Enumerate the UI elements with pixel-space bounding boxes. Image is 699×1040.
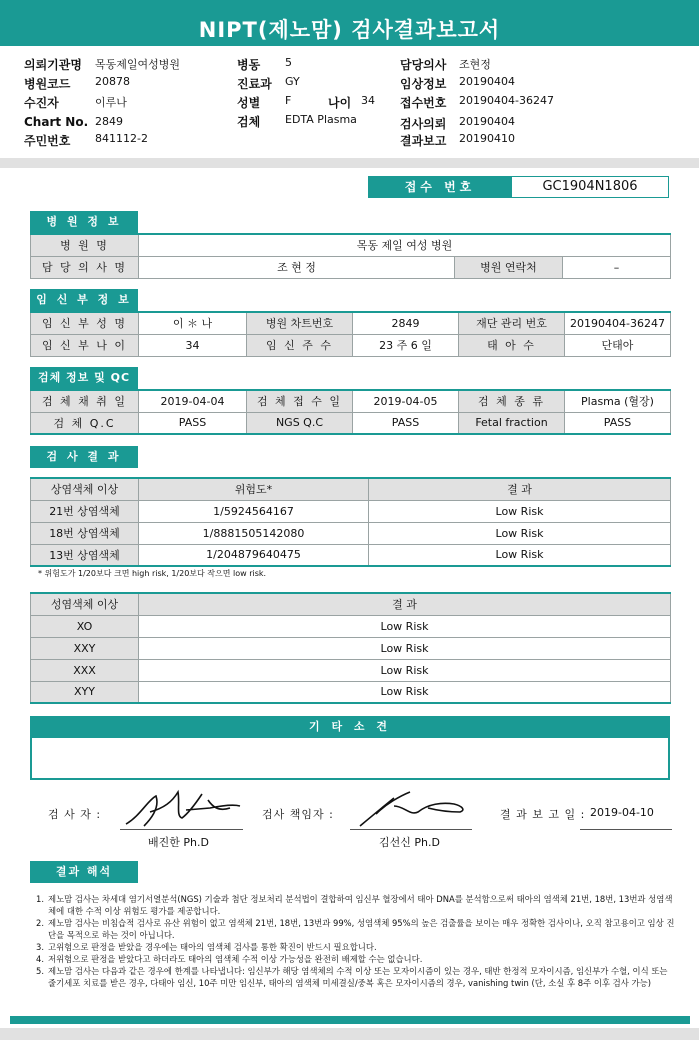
manager-sign-line (350, 829, 472, 830)
request-value: 20190404 (459, 115, 515, 128)
mother-age-label: 임 신 부 나 이 (31, 334, 139, 356)
sex-chrom-name: XYY (31, 681, 139, 703)
list-item (36, 965, 676, 989)
mother-info-tab: 임 신 부 정 보 (30, 289, 138, 311)
list-item (36, 941, 676, 953)
dept-value: GY (285, 75, 300, 88)
report-label: 결과보고 (400, 134, 447, 148)
chrom-risk: 1/5924564167 (139, 500, 369, 522)
clinical-value: 20190404 (459, 75, 515, 88)
hospital-value: 목동제일여성병원 (95, 58, 181, 71)
id-value: 841112-2 (95, 132, 148, 145)
chart-number-label: 병원 차트번호 (247, 312, 353, 334)
receive-date-value: 2019-04-05 (353, 390, 459, 412)
hospital-name-value: 목동 제일 여성 병원 (139, 234, 671, 256)
date-line (580, 829, 672, 830)
list-item (36, 893, 676, 917)
bottom-band (0, 1028, 699, 1040)
table-row (31, 637, 671, 659)
manager-name: 김선신 Ph.D (379, 836, 440, 849)
table-row (31, 412, 671, 434)
clinical-label: 임상정보 (400, 77, 447, 91)
id-label: 주민번호 (24, 134, 71, 148)
receipt-no-label: 접수번호 (400, 96, 447, 110)
table-row (31, 522, 671, 544)
sex-header-result: 결 과 (139, 593, 671, 615)
doctor-value: 조현정 (459, 58, 491, 71)
receiver-value: 이루나 (95, 96, 127, 109)
item-number: 1. (36, 894, 44, 904)
specimen-qc-label: 검 체 Q.C (31, 412, 139, 434)
sex-chrom-result: Low Risk (139, 637, 671, 659)
specimen-label: 검체 (237, 115, 261, 129)
chart-number-value: 2849 (353, 312, 459, 334)
table-row (31, 390, 671, 412)
item-text: 저위험으로 판정을 받았다고 하더라도 태아의 염색체 수적 이상 가능성을 완전히 배제할 수는 없습니다. (48, 954, 423, 964)
specimen-info-table (30, 389, 671, 435)
chrom-result: Low Risk (369, 500, 671, 522)
code-label: 병원코드 (24, 77, 71, 91)
table-header-row (31, 478, 671, 500)
dept-label: 진료과 (237, 77, 272, 91)
chrom-risk: 1/8881505142080 (139, 522, 369, 544)
chrom-name: 21번 상염색체 (31, 500, 139, 522)
report-date-value: 2019-04-10 (590, 806, 654, 819)
fetal-fraction-value: PASS (565, 412, 671, 434)
receive-date-label: 검 체 접 수 일 (247, 390, 353, 412)
chrom-name: 18번 상염색체 (31, 522, 139, 544)
fetus-count-label: 태 아 수 (459, 334, 565, 356)
report-value: 20190410 (459, 132, 515, 145)
receipt-no-value: 20190404-36247 (459, 94, 554, 107)
item-text: 제노맘 검사는 차세대 염기서열분석(NGS) 기술과 첨단 정보처리 분석법이 결합하여 임신부 혈장에서 태아 DNA를 분석함으로써 태아의 염색체 21번, 18번, 13번과 성염색체에 대한 수적 이상 위험도 평가를 제공합니다. (48, 894, 673, 916)
chrom-result: Low Risk (369, 544, 671, 566)
hospital-info-table (30, 233, 671, 279)
request-label: 검사의뢰 (400, 117, 447, 131)
table-header-row (31, 593, 671, 615)
table-row (31, 234, 671, 256)
specimen-info-tab: 검체 정보 및 QC (30, 367, 138, 389)
report-title: NIPT(제노맘) 검사결과보고서 (198, 18, 501, 42)
mother-name-value: 이 ＊ 나 (139, 312, 247, 334)
item-text: 고위험으로 판정을 받았을 경우에는 태아의 염색체 검사를 통한 확진이 반드시 필요합니다. (48, 942, 377, 952)
hospital-contact-value: – (563, 256, 671, 278)
specimen-value: EDTA Plasma (285, 113, 357, 126)
chrom-name: 13번 상염색체 (31, 544, 139, 566)
list-item (36, 917, 676, 941)
chart-label: Chart No. (24, 115, 89, 129)
tester-label: 검 사 자 : (48, 808, 102, 821)
interpretation-tab: 결과 해석 (30, 861, 138, 883)
item-number: 3. (36, 942, 44, 952)
patient-header (0, 46, 699, 156)
sex-chrom-result: Low Risk (139, 615, 671, 637)
ngs-qc-label: NGS Q.C (247, 412, 353, 434)
manager-label: 검사 책임자 : (262, 808, 334, 821)
results-tab: 검 사 결 과 (30, 446, 138, 468)
receipt-box-value: GC1904N1806 (511, 176, 669, 198)
item-number: 4. (36, 954, 44, 964)
receipt-box-label: 접수 번호 (368, 176, 512, 198)
mother-info-table (30, 311, 671, 357)
sex-value: F (285, 94, 292, 107)
item-number: 5. (36, 966, 44, 976)
risk-footnote: * 위험도가 1/20보다 크면 high risk, 1/20보다 작으면 low risk. (38, 569, 267, 578)
report-date-label: 결 과 보 고 일 : (500, 808, 586, 821)
sex-chrom-name: XO (31, 615, 139, 637)
table-row (31, 544, 671, 566)
age-label: 나이 (328, 96, 352, 110)
title-bar (0, 0, 699, 46)
sex-chrom-name: XXX (31, 659, 139, 681)
results-header-chrom: 상염색체 이상 (31, 478, 139, 500)
other-remarks-header: 기 타 소 견 (30, 716, 670, 738)
hospital-label: 의뢰기관명 (24, 58, 82, 72)
doctor-name-label: 담 당 의 사 명 (31, 256, 139, 278)
interpretation-list (36, 893, 676, 989)
specimen-qc-value: PASS (139, 412, 247, 434)
list-item (36, 953, 676, 965)
results-table (30, 477, 671, 567)
fetus-count-value: 단태아 (565, 334, 671, 356)
table-row (31, 500, 671, 522)
mgmt-number-label: 재단 관리 번호 (459, 312, 565, 334)
sex-chrom-name: XXY (31, 637, 139, 659)
other-remarks-box (30, 738, 670, 780)
tester-name: 배진한 Ph.D (148, 836, 209, 849)
ward-label: 병동 (237, 58, 261, 72)
results-header-result: 결 과 (369, 478, 671, 500)
table-row (31, 659, 671, 681)
specimen-type-value: Plasma (혈장) (565, 390, 671, 412)
hospital-info-tab: 병 원 정 보 (30, 211, 138, 233)
item-number: 2. (36, 918, 44, 928)
sex-chrom-result: Low Risk (139, 681, 671, 703)
sex-label: 성별 (237, 96, 261, 110)
specimen-type-label: 검 체 종 류 (459, 390, 565, 412)
item-text: 제노맘 검사는 비침습적 검사로 유산 위험이 없고 염색체 21번, 18번, 13번과 99%, 성염색체 95%의 높은 검출률을 보이는 매우 정확한 검사이나, 오직 참고용이고 임상 진단을 목적으로 하는 것이 아닙니다. (48, 918, 675, 940)
table-row (31, 615, 671, 637)
receiver-label: 수진자 (24, 96, 59, 110)
manager-signature (350, 786, 474, 830)
table-row (31, 334, 671, 356)
collect-date-value: 2019-04-04 (139, 390, 247, 412)
sex-chrom-result: Low Risk (139, 659, 671, 681)
doctor-label: 담당의사 (400, 58, 447, 72)
ward-value: 5 (285, 56, 292, 69)
item-text: 제노맘 검사는 다음과 같은 경우에 한계를 나타냅니다: 임신부가 해당 염색체의 수적 이상 또는 모자이시즘이 있는 경우, 태반 한정적 모자이시즘, 임신부가 수혈, 이식 또는 줄기세포 치료를 받은 경우, 다태아 임신, 10주 미만 임신부, 태아의 염색체 미세결실/중복 혹은 모자이시즘의 경우, vanishing twin (단, 소실 후 8주 이후 검사 가능) (48, 966, 668, 988)
code-value: 20878 (95, 75, 130, 88)
fetal-fraction-label: Fetal fraction (459, 412, 565, 434)
mother-age-value: 34 (139, 334, 247, 356)
age-value: 34 (361, 94, 375, 107)
table-row (31, 256, 671, 278)
hospital-contact-label: 병원 연락처 (455, 256, 563, 278)
tester-signature (120, 786, 245, 830)
bottom-accent-bar (10, 1016, 690, 1024)
ngs-qc-value: PASS (353, 412, 459, 434)
chrom-risk: 1/204879640475 (139, 544, 369, 566)
mgmt-number-value: 20190404-36247 (565, 312, 671, 334)
hospital-name-label: 병 원 명 (31, 234, 139, 256)
table-row (31, 681, 671, 703)
mother-name-label: 임 신 부 성 명 (31, 312, 139, 334)
sex-chrom-table (30, 592, 671, 704)
tester-sign-line (120, 829, 243, 830)
header-divider (0, 158, 699, 168)
results-header-risk: 위험도* (139, 478, 369, 500)
chart-value: 2849 (95, 115, 123, 128)
doctor-name-value: 조 현 정 (139, 256, 455, 278)
pregnancy-weeks-value: 23 주 6 일 (353, 334, 459, 356)
collect-date-label: 검 체 채 취 일 (31, 390, 139, 412)
table-row (31, 312, 671, 334)
pregnancy-weeks-label: 임 신 주 수 (247, 334, 353, 356)
sex-header-chrom: 성염색체 이상 (31, 593, 139, 615)
chrom-result: Low Risk (369, 522, 671, 544)
